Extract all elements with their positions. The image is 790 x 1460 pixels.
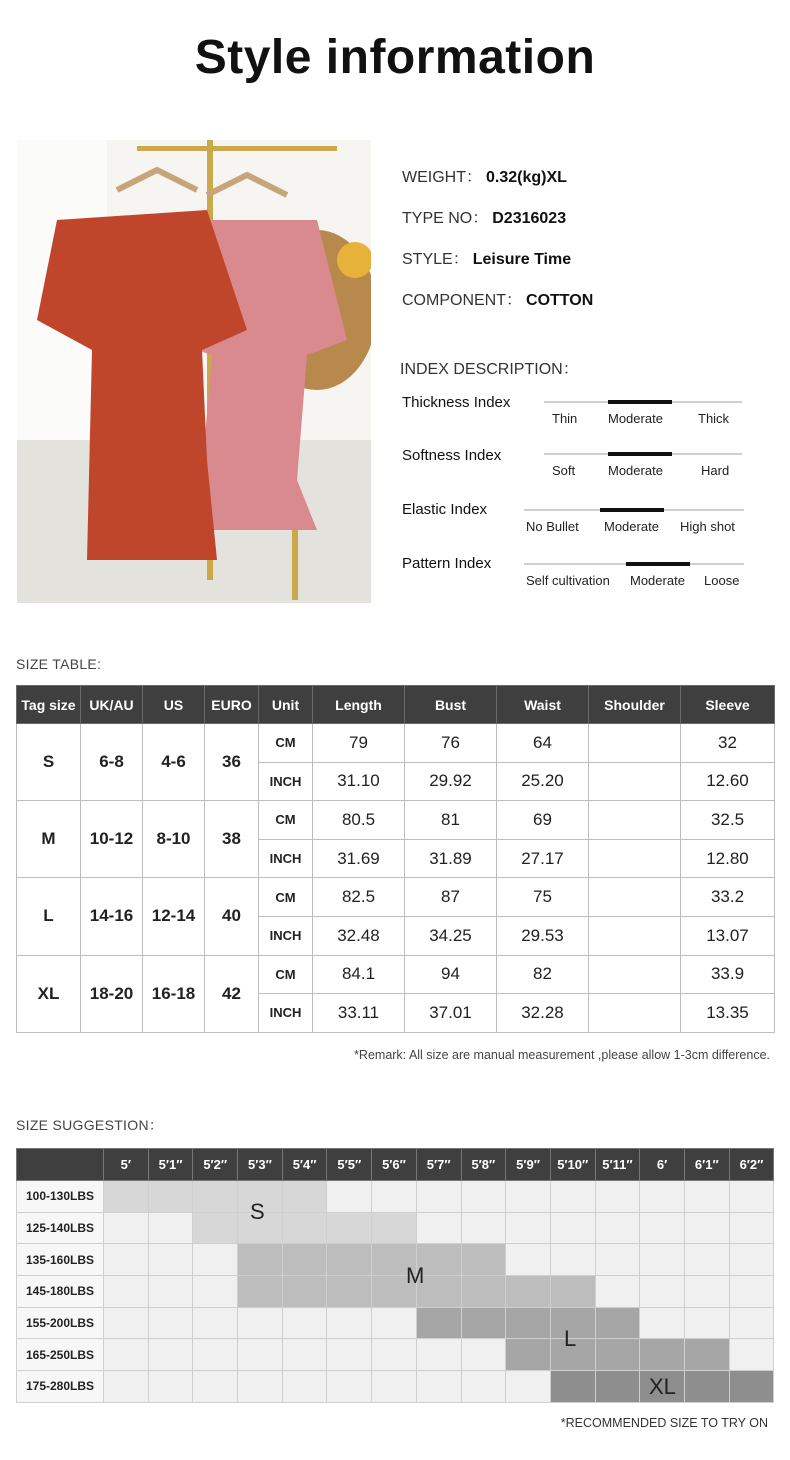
suggestion-cell: [729, 1276, 774, 1308]
shoulder-cell: [589, 955, 681, 994]
weight-value: 0.32(kg)XL: [486, 169, 567, 186]
suggestion-cell: [684, 1181, 729, 1213]
sleeve-cell: 13.35: [681, 994, 775, 1033]
suggestion-cell-m: [506, 1276, 551, 1308]
suggestion-cell: [550, 1212, 595, 1244]
height-header: 5′11″: [595, 1149, 640, 1181]
softness-label-low: Soft: [552, 463, 576, 478]
thickness-label-low: Thin: [552, 411, 578, 426]
size-table-label: SIZE TABLE:: [16, 656, 102, 672]
suggestion-cell: [729, 1212, 774, 1244]
table-row: [17, 878, 775, 917]
uk-au-cell: 14-16: [81, 878, 143, 955]
elastic-index-scale: [524, 509, 744, 539]
suggestion-cell: [640, 1276, 685, 1308]
suggestion-cell: [461, 1339, 506, 1371]
suggestion-cell: [238, 1339, 283, 1371]
euro-cell: 38: [205, 801, 259, 878]
weight-label: 145-180LBS: [17, 1276, 104, 1308]
suggestion-cell: [640, 1181, 685, 1213]
unit-cell: INCH: [259, 839, 313, 878]
elastic-label-low: No Bullet: [526, 519, 579, 534]
sleeve-cell: 33.2: [681, 878, 775, 917]
length-cell: 31.69: [313, 839, 405, 878]
tag-size-cell: M: [17, 801, 81, 878]
suggestion-row: [17, 1244, 774, 1276]
height-header: 5′6″: [372, 1149, 417, 1181]
height-header: 5′1″: [148, 1149, 193, 1181]
suggestion-cell: [461, 1212, 506, 1244]
suggestion-cell: [416, 1181, 461, 1213]
weight-label: 155-200LBS: [17, 1307, 104, 1339]
unit-cell: INCH: [259, 994, 313, 1033]
suggestion-cell-l: [506, 1307, 551, 1339]
height-header: 6′: [640, 1149, 685, 1181]
suggestion-cell: [327, 1307, 372, 1339]
shoulder-cell: [589, 839, 681, 878]
suggestion-cell-x: [729, 1371, 774, 1403]
softness-selected-marker: [608, 452, 672, 456]
bust-cell: 81: [405, 801, 497, 840]
softness-label-mid: Moderate: [608, 463, 663, 478]
table-row: [17, 955, 775, 994]
suggestion-cell: [104, 1276, 149, 1308]
suggestion-cell: [282, 1371, 327, 1403]
unit-cell: CM: [259, 955, 313, 994]
suggestion-cell: [729, 1181, 774, 1213]
suggestion-cell: [372, 1371, 417, 1403]
shoulder-cell: [589, 762, 681, 801]
length-cell: 84.1: [313, 955, 405, 994]
suggestion-cell: [684, 1244, 729, 1276]
header-shoulder: Shoulder: [589, 686, 681, 724]
style-value: Leisure Time: [472, 251, 572, 268]
suggestion-body: [17, 1181, 774, 1403]
thickness-index-scale: [544, 401, 742, 431]
suggestion-cell: [193, 1307, 238, 1339]
suggestion-cell: [684, 1212, 729, 1244]
suggestion-cell-m: [282, 1276, 327, 1308]
suggestion-cell-x: [595, 1371, 640, 1403]
suggestion-cell: [372, 1339, 417, 1371]
suggestion-cell-l: [684, 1339, 729, 1371]
height-header: 5′7″: [416, 1149, 461, 1181]
suggestion-cell: [595, 1212, 640, 1244]
type-row: [402, 205, 566, 228]
bust-cell: 94: [405, 955, 497, 994]
suggestion-cell: [327, 1339, 372, 1371]
shoulder-cell: [589, 878, 681, 917]
elastic-label-mid: Moderate: [604, 519, 659, 534]
zone-label-xl: XL: [649, 1374, 676, 1399]
suggestion-cell: [282, 1307, 327, 1339]
shoulder-cell: [589, 801, 681, 840]
suggestion-cell: [193, 1276, 238, 1308]
suggestion-cell-l: [595, 1307, 640, 1339]
suggestion-cell: [595, 1244, 640, 1276]
suggestion-cell: [282, 1339, 327, 1371]
euro-cell: 40: [205, 878, 259, 955]
suggestion-cell: [148, 1244, 193, 1276]
suggestion-cell: [640, 1307, 685, 1339]
unit-cell: INCH: [259, 916, 313, 955]
pattern-label-high: Loose: [704, 573, 740, 588]
suggestion-cell: [461, 1371, 506, 1403]
suggestion-cell-m: [550, 1276, 595, 1308]
pattern-label-low: Self cultivation: [526, 573, 610, 588]
height-header: 5′4″: [282, 1149, 327, 1181]
style-row: [402, 246, 571, 269]
suggestion-cell: [104, 1212, 149, 1244]
suggestion-cell-x: [684, 1371, 729, 1403]
suggestion-cell: [416, 1339, 461, 1371]
size-table-header: [17, 686, 775, 724]
pattern-selected-marker: [626, 562, 690, 566]
suggestion-cell-l: [506, 1339, 551, 1371]
waist-cell: 25.20: [497, 762, 589, 801]
suggestion-cell: [327, 1181, 372, 1213]
thickness-label-high: Thick: [698, 411, 730, 426]
suggestion-cell: [640, 1244, 685, 1276]
suggestion-cell: [104, 1244, 149, 1276]
component-value: COTTON: [526, 292, 594, 309]
us-cell: 16-18: [143, 955, 205, 1032]
us-cell: 12-14: [143, 878, 205, 955]
weight-label: 100-130LBS: [17, 1181, 104, 1213]
style-label: STYLE：: [402, 251, 469, 268]
suggestion-cell-m: [238, 1244, 283, 1276]
suggestion-cell-m: [327, 1276, 372, 1308]
suggestion-row: [17, 1307, 774, 1339]
header-uk-au: UK/AU: [81, 686, 143, 724]
suggestion-cell: [148, 1371, 193, 1403]
euro-cell: 42: [205, 955, 259, 1032]
suggestion-cell: [595, 1181, 640, 1213]
suggestion-cell: [595, 1276, 640, 1308]
length-cell: 82.5: [313, 878, 405, 917]
zone-label-l: L: [564, 1326, 577, 1351]
height-header: 5′10″: [550, 1149, 595, 1181]
height-header: 5′9″: [506, 1149, 551, 1181]
tag-size-cell: XL: [17, 955, 81, 1032]
suggestion-cell-s: [282, 1212, 327, 1244]
height-header: 6′1″: [684, 1149, 729, 1181]
sleeve-cell: 32: [681, 724, 775, 763]
shoulder-cell: [589, 994, 681, 1033]
suggestion-cell: [461, 1181, 506, 1213]
waist-cell: 32.28: [497, 994, 589, 1033]
suggestion-cell-s: [193, 1212, 238, 1244]
bust-cell: 34.25: [405, 916, 497, 955]
type-label: TYPE NO：: [402, 210, 489, 227]
suggestion-row: [17, 1181, 774, 1213]
suggestion-cell: [684, 1276, 729, 1308]
header-us: US: [143, 686, 205, 724]
waist-cell: 82: [497, 955, 589, 994]
suggestion-cell: [104, 1307, 149, 1339]
waist-cell: 29.53: [497, 916, 589, 955]
suggestion-cell: [416, 1371, 461, 1403]
suggestion-cell: [506, 1181, 551, 1213]
suggestion-cell: [148, 1212, 193, 1244]
bust-cell: 87: [405, 878, 497, 917]
suggestion-cell: [148, 1307, 193, 1339]
component-label: COMPONENT：: [402, 292, 523, 309]
height-header: 5′3″: [238, 1149, 283, 1181]
suggestion-cell-l: [461, 1307, 506, 1339]
sleeve-cell: 32.5: [681, 801, 775, 840]
suggestion-cell: [372, 1181, 417, 1213]
size-table: [16, 685, 775, 1033]
unit-cell: CM: [259, 878, 313, 917]
uk-au-cell: 6-8: [81, 724, 143, 801]
shoulder-cell: [589, 916, 681, 955]
sleeve-cell: 33.9: [681, 955, 775, 994]
height-header: 5′: [104, 1149, 149, 1181]
suggestion-cell: [506, 1244, 551, 1276]
product-photo: [17, 140, 371, 603]
header-waist: Waist: [497, 686, 589, 724]
length-cell: 32.48: [313, 916, 405, 955]
suggestion-cell: [729, 1244, 774, 1276]
suggestion-cell-s: [372, 1212, 417, 1244]
suggestion-cell: [327, 1371, 372, 1403]
suggestion-cell: [550, 1244, 595, 1276]
suggestion-cell: [416, 1212, 461, 1244]
suggestion-cell: [193, 1244, 238, 1276]
suggestion-cell-m: [282, 1244, 327, 1276]
weight-label: 125-140LBS: [17, 1212, 104, 1244]
elastic-label-high: High shot: [680, 519, 735, 534]
unit-cell: INCH: [259, 762, 313, 801]
thickness-label-mid: Moderate: [608, 411, 663, 426]
size-suggestion-grid: [16, 1148, 774, 1403]
softness-index-scale: [544, 453, 742, 483]
suggestion-cell: [640, 1212, 685, 1244]
suggestion-cell-s: [282, 1181, 327, 1213]
us-cell: 8-10: [143, 801, 205, 878]
softness-index-label: Softness Index: [402, 447, 502, 464]
zone-label-s: S: [250, 1199, 265, 1224]
bust-cell: 37.01: [405, 994, 497, 1033]
unit-cell: CM: [259, 724, 313, 763]
page-title: Style information: [194, 31, 596, 84]
thickness-index-label: Thickness Index: [402, 394, 511, 411]
suggestion-cell-x: [550, 1371, 595, 1403]
suggestion-cell-s: [327, 1212, 372, 1244]
suggestion-cell: [684, 1307, 729, 1339]
suggestion-cell: [148, 1339, 193, 1371]
weight-label: 135-160LBS: [17, 1244, 104, 1276]
suggestion-cell: [104, 1339, 149, 1371]
header-tag-size: Tag size: [17, 686, 81, 724]
weight-label: 175-280LBS: [17, 1371, 104, 1403]
pattern-label-mid: Moderate: [630, 573, 685, 588]
suggestion-cell-s: [193, 1181, 238, 1213]
length-cell: 33.11: [313, 994, 405, 1033]
euro-cell: 36: [205, 724, 259, 801]
suggestion-cell: [193, 1371, 238, 1403]
suggestion-cell-l: [416, 1307, 461, 1339]
suggestion-cell: [104, 1371, 149, 1403]
suggestion-cell-m: [327, 1244, 372, 1276]
sleeve-cell: 12.80: [681, 839, 775, 878]
header-length: Length: [313, 686, 405, 724]
uk-au-cell: 10-12: [81, 801, 143, 878]
suggestion-cell: [550, 1181, 595, 1213]
bust-cell: 29.92: [405, 762, 497, 801]
suggestion-cell: [193, 1339, 238, 1371]
sleeve-cell: 13.07: [681, 916, 775, 955]
suggestion-cell-l: [595, 1339, 640, 1371]
tag-size-cell: L: [17, 878, 81, 955]
softness-label-high: Hard: [701, 463, 730, 478]
suggestion-cell-s: [148, 1181, 193, 1213]
suggestion-cell: [238, 1371, 283, 1403]
header-bust: Bust: [405, 686, 497, 724]
weight-label: 165-250LBS: [17, 1339, 104, 1371]
suggestion-cell: [729, 1307, 774, 1339]
suggestion-row: [17, 1339, 774, 1371]
uk-au-cell: 18-20: [81, 955, 143, 1032]
suggestion-cell: [506, 1371, 551, 1403]
suggestion-cell-l: [640, 1339, 685, 1371]
suggestion-cell: [729, 1339, 774, 1371]
index-heading: INDEX DESCRIPTION：: [400, 361, 579, 378]
suggestion-row: [17, 1276, 774, 1308]
weight-label: WEIGHT：: [402, 169, 482, 186]
product-photo-illustration: [17, 140, 371, 603]
sleeve-cell: 12.60: [681, 762, 775, 801]
length-cell: 79: [313, 724, 405, 763]
suggestion-cell-m: [461, 1276, 506, 1308]
suggestion-cell: [372, 1307, 417, 1339]
corner-cell: [17, 1149, 104, 1181]
suggestion-cell: [148, 1276, 193, 1308]
suggestion-header: [17, 1149, 774, 1181]
us-cell: 4-6: [143, 724, 205, 801]
size-remark: *Remark: All size are manual measurement ,please allow 1-3cm difference.: [354, 1048, 770, 1062]
component-row: [402, 287, 593, 310]
suggestion-cell: [506, 1212, 551, 1244]
suggestion-cell: [238, 1307, 283, 1339]
bust-cell: 76: [405, 724, 497, 763]
waist-cell: 69: [497, 801, 589, 840]
table-row: [17, 801, 775, 840]
tag-size-cell: S: [17, 724, 81, 801]
table-row: [17, 724, 775, 763]
size-suggestion-label: SIZE SUGGESTION：: [16, 1117, 164, 1133]
waist-cell: 64: [497, 724, 589, 763]
length-cell: 80.5: [313, 801, 405, 840]
unit-cell: CM: [259, 801, 313, 840]
header-euro: EURO: [205, 686, 259, 724]
thickness-selected-marker: [608, 400, 672, 404]
height-header: 6′2″: [729, 1149, 774, 1181]
header-sleeve: Sleeve: [681, 686, 775, 724]
elastic-selected-marker: [600, 508, 664, 512]
suggestion-cell-m: [238, 1276, 283, 1308]
pattern-index-label: Pattern Index: [402, 555, 492, 572]
type-value: D2316023: [492, 210, 567, 227]
elastic-index-label: Elastic Index: [402, 501, 488, 518]
height-header: 5′2″: [193, 1149, 238, 1181]
length-cell: 31.10: [313, 762, 405, 801]
suggestion-cell-s: [104, 1181, 149, 1213]
weight-row: [402, 164, 567, 187]
waist-cell: 27.17: [497, 839, 589, 878]
header-unit: Unit: [259, 686, 313, 724]
height-header: 5′8″: [461, 1149, 506, 1181]
shoulder-cell: [589, 724, 681, 763]
suggestion-row: [17, 1212, 774, 1244]
zone-label-m: M: [406, 1263, 425, 1288]
height-header: 5′5″: [327, 1149, 372, 1181]
bust-cell: 31.89: [405, 839, 497, 878]
suggestion-cell-m: [461, 1244, 506, 1276]
recommend-note: *RECOMMENDED SIZE TO TRY ON: [560, 1416, 768, 1430]
pattern-index-scale: [524, 563, 744, 593]
waist-cell: 75: [497, 878, 589, 917]
